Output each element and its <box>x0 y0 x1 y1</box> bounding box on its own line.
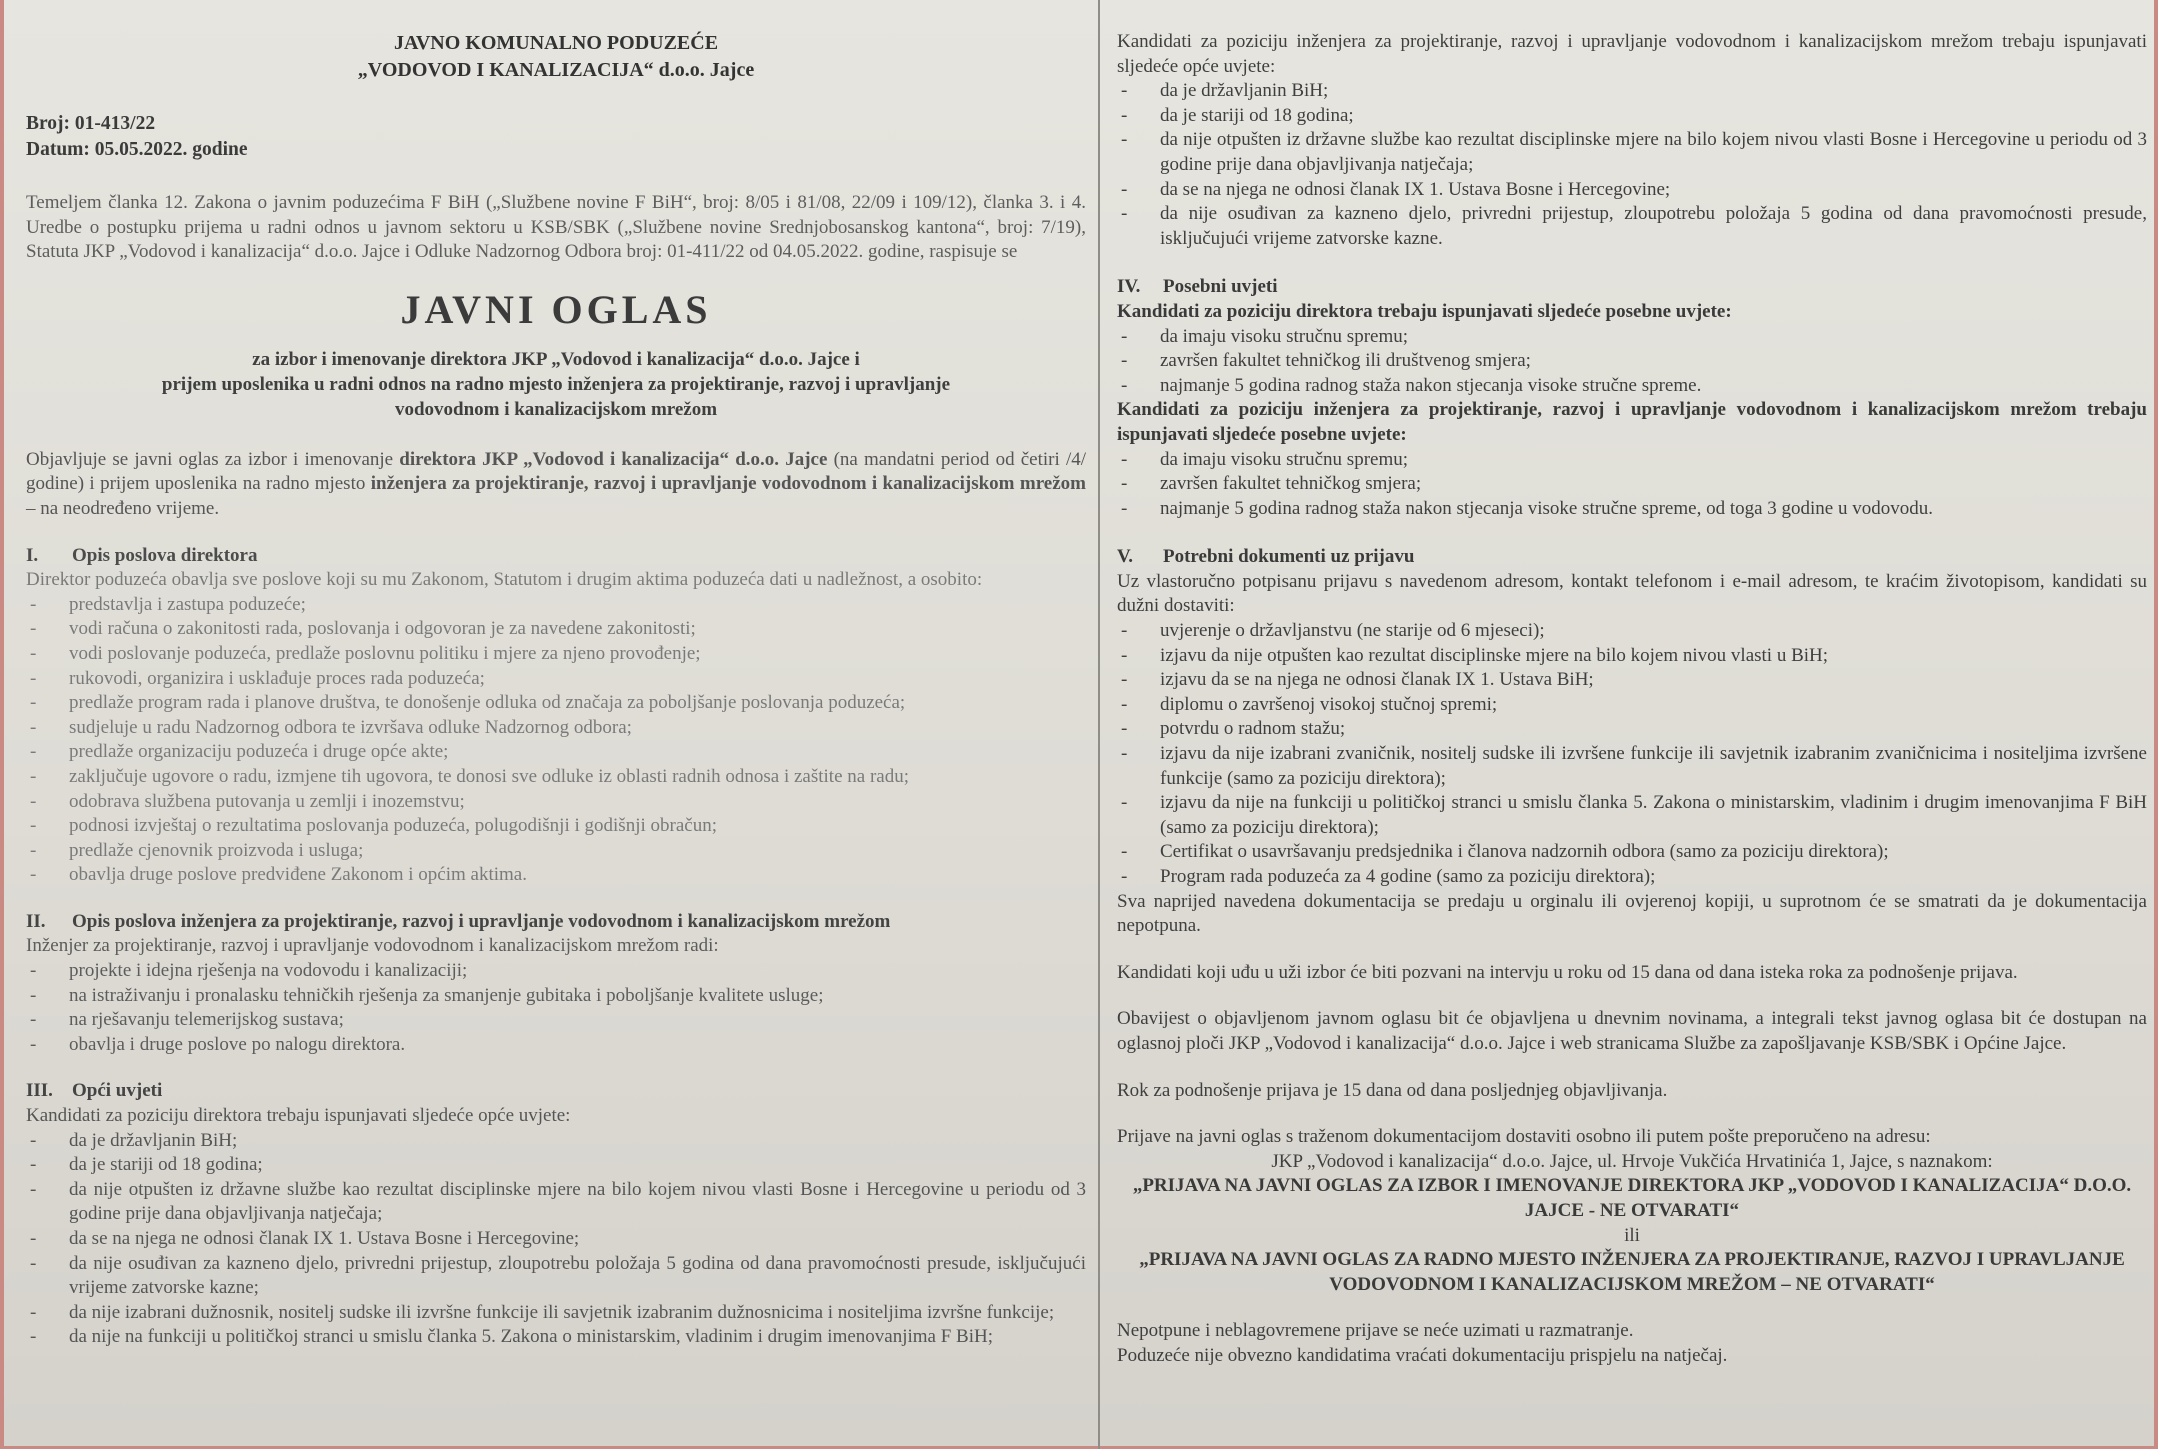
announce-director: direktora JKP „Vodovod i kanalizacija“ d.o.o. Jajce <box>399 448 828 470</box>
announce-text: (na mandatni period od četiri /4/ godine) i prijem uposlenika na radno mjesto <box>26 448 1086 495</box>
section-number: IV. <box>1117 276 1141 298</box>
director-special-lead: Kandidati za poziciju direktora trebaju ispunjavati sljedeće posebne uvjete: <box>1117 300 1732 322</box>
envelope-marking-engineer: „PRIJAVA NA JAVNI OGLAS ZA RADNO MJESTO INŽENJERA ZA PROJEKTIRANJE, RAZVOJ I UPRAVLJANJE VODOVODNOM I KANALIZACIJSKOM MREŽOM – NE OTVARATI“ <box>1139 1249 2125 1295</box>
org-name-line2: „VODOVOD I KANALIZACIJA“ d.o.o. Jajce <box>357 59 755 81</box>
list-item: - da imaju visoku stručnu spremu; <box>1117 325 2147 350</box>
list-item: - da je stariji od 18 godina; <box>26 1153 1086 1178</box>
list-item: - Program rada poduzeća za 4 godine (samo za poziciju direktora); <box>1117 865 2147 890</box>
list-item: - diplomu o završenoj visokoj stučnoj spremi; <box>1117 693 2147 718</box>
list-item: - vodi poslovanje poduzeća, predlaže poslovnu politiku i mjere za njeno provođenje; <box>26 642 1086 667</box>
announce-text: – na neodređeno vrijeme. <box>26 497 220 519</box>
announce-text: Objavljuje se javni oglas za izbor i imenovanje <box>26 448 400 470</box>
document-number: Broj: 01-413/22 <box>26 113 156 134</box>
list-item: - obavlja i druge poslove po nalogu direktora. <box>26 1033 1086 1058</box>
subtitle <box>26 347 1086 422</box>
section-title: Potrebni dokumenti uz prijavu <box>1163 546 1415 568</box>
submission-address: JKP „Vodovod i kanalizacija“ d.o.o. Jajce, ul. Hrvoje Vukčića Hrvatinića 1, Jajce, s naznakom: <box>1271 1150 1993 1172</box>
section-title: Opći uvjeti <box>72 1080 163 1102</box>
duties-list <box>26 959 1086 1057</box>
list-item: - na rješavanju telemerijskog sustava; <box>26 1008 1086 1033</box>
section-lead: Direktor poduzeća obavlja sve poslove koji su mu Zakonom, Statutom i drugim aktima poduzeća dati u nadležnost, a osobito: <box>26 569 983 591</box>
list-item: - da je državljanin BiH; <box>26 1129 1086 1154</box>
subtitle-line: prijem uposlenika u radni odnos na radno mjesto inženjera za projektiranje, razvoj i upravljanje <box>161 373 951 395</box>
legal-basis-paragraph: Temeljem članka 12. Zakona o javnim poduzećima F BiH („Službene novine F BiH“, broj: 8/05 i 81/08, 22/09 i 109/12), članka 3. i 4. Uredbe o postupku prijema u radni odnos u javnom sektoru u KSB/SBK („Službene novine Srednjobosanskog kantona“, broj: 7/19), Statuta JKP „Vodovod i kanalizacija“ d.o.o. Jajce i Odluke Nadzornog Odbora broj: 01-411/22 od 04.05.2022. godine, raspisuje se <box>26 192 1086 263</box>
list-item: - Certifikat o usavršavanju predsjednika i članova nadzornih odbora (samo za poziciju direktora); <box>1117 840 2147 865</box>
documents-list <box>1117 619 2147 890</box>
section-number: I. <box>26 544 39 566</box>
section-number: V. <box>1117 546 1134 568</box>
list-item: - da se na njega ne odnosi članak IX 1. Ustava Bosne i Hercegovine; <box>1117 178 2147 203</box>
list-item: - da nije otpušten iz državne službe kao rezultat disciplinske mjere na bilo kojem nivou vlasti Bosne i Hercegovine u periodu od 3 godine prije dana objavljivanja natječaja; <box>26 1178 1086 1227</box>
section-heading <box>26 910 1086 935</box>
list-item: - predlaže cjenovnik proizvoda i usluga; <box>26 839 1086 864</box>
deadline-paragraph: Rok za podnošenje prijava je 15 dana od dana posljednjeg objavljivanja. <box>1117 1079 1668 1101</box>
conditions-list <box>26 1129 1086 1350</box>
section-engineer-duties <box>26 910 1086 1058</box>
list-item: - projekte i idejna rješenja na vodovodu i kanalizaciji; <box>26 959 1086 984</box>
list-item: - da nije osuđivan za kazneno djelo, privredni prijestup, zloupotrebu položaja 5 godina od dana pravomoćnosti presude, isključujući vrijeme zatvorske kazne; <box>26 1252 1086 1301</box>
section-heading <box>1117 545 2147 570</box>
section-director-duties <box>26 544 1086 888</box>
section-lead: Kandidati za poziciju direktora trebaju ispunjavati sljedeće opće uvjete: <box>26 1105 571 1127</box>
section-lead: Inženjer za projektiranje, razvoj i upravljanje vodovodnom i kanalizacijskom mrežom radi: <box>26 935 719 957</box>
envelope-marking-director: „PRIJAVA NA JAVNI OGLAS ZA IZBOR I IMENOVANJE DIREKTORA JKP „VODOVOD I KANALIZACIJA“ D.O.O. JAJCE - NE OTVARATI“ <box>1132 1175 2132 1221</box>
interview-paragraph: Kandidati koji uđu u uži izbor će biti pozvani na intervju u roku od 15 dana od dana isteka roka za podnošenje prijava. <box>1117 961 2018 983</box>
list-item: - da nije izabrani dužnosnik, nositelj sudske ili izvršne funkcije ili savjetnik izabranim dužnosnicima i nositeljima izvršne funkcije; <box>26 1301 1086 1326</box>
section-general-conditions <box>26 1079 1086 1350</box>
list-item: - obavlja druge poslove predviđene Zakonom i općim aktima. <box>26 863 1086 888</box>
duties-list <box>26 593 1086 888</box>
document-date: Datum: 05.05.2022. godine <box>26 139 248 160</box>
section-title: Opis poslova inženjera za projektiranje, razvoj i upravljanje vodovodnom i kanalizacijskom mrežom <box>72 910 891 932</box>
page-title: JAVNI OGLAS <box>400 286 712 332</box>
list-item: - najmanje 5 godina radnog staža nakon stjecanja visoke stručne spreme. <box>1117 374 2147 399</box>
engineer-special-lead: Kandidati za poziciju inženjera za projektiranje, razvoj i upravljanje vodovodnom i kanalizacijskom mrežom trebaju ispunjavati sljedeće posebne uvjete: <box>1117 399 2147 445</box>
list-item: - završen fakultet tehničkog ili društvenog smjera; <box>1117 349 2147 374</box>
document-meta <box>26 111 1086 163</box>
engineer-special-list <box>1117 448 2147 522</box>
list-item: - na istraživanju i pronalasku tehničkih rješenja za smanjenje gubitaka i poboljšanje kvalitete usluge; <box>26 984 1086 1009</box>
director-special-list <box>1117 325 2147 399</box>
list-item: - da nije otpušten iz državne službe kao rezultat disciplinske mjere na bilo kojem nivou vlasti Bosne i Hercegovine u periodu od 3 godine prije dana objavljivanja natječaja; <box>1117 128 2147 177</box>
list-item: - da nije osuđivan za kazneno djelo, privredni prijestup, zloupotrebu položaja 5 godina od dana pravomoćnosti presude, isključujući vrijeme zatvorske kazne. <box>1117 202 2147 251</box>
list-item: - da je državljanin BiH; <box>1117 79 2147 104</box>
list-item: - izjavu da nije otpušten kao rezultat disciplinske mjere na bilo kojem nivou vlasti u BiH; <box>1117 644 2147 669</box>
or-separator: ili <box>1624 1224 1640 1246</box>
section-heading <box>1117 275 2147 300</box>
section-number: II. <box>26 910 46 932</box>
final-note: Poduzeće nije obvezno kandidatima vraćati dokumentaciju prispjelu na natječaj. <box>1117 1344 1728 1366</box>
org-name-line1: JAVNO KOMUNALNO PODUZEĆE <box>393 32 719 54</box>
list-item: - da imaju visoku stručnu spremu; <box>1117 448 2147 473</box>
engineer-general-lead: Kandidati za poziciju inženjera za projektiranje, razvoj i upravljanje vodovodnom i kanalizacijskom mrežom trebaju ispunjavati sljedeće opće uvjete: <box>1117 31 2147 77</box>
list-item: - potvrdu o radnom stažu; <box>1117 717 2147 742</box>
list-item: - predlaže program rada i planove društva, te donošenje odluka od značaja za poboljšanje poslovanja poduzeća; <box>26 691 1086 716</box>
list-item: - rukovodi, organizira i usklađuje proces rada poduzeća; <box>26 667 1086 692</box>
left-column <box>26 0 1086 1350</box>
section-title: Opis poslova direktora <box>72 544 258 566</box>
engineer-general-list <box>1117 79 2147 251</box>
list-item: - podnosi izvještaj o rezultatima poslovanja poduzeća, polugodišnji i godišnji obračun; <box>26 814 1086 839</box>
list-item: - da se na njega ne odnosi članak IX 1. Ustava Bosne i Hercegovine; <box>26 1227 1086 1252</box>
section-heading <box>26 544 1086 569</box>
list-item: - predlaže organizaciju poduzeća i druge opće akte; <box>26 740 1086 765</box>
section-heading <box>26 1079 1086 1104</box>
subtitle-line: vodovodnom i kanalizacijskom mrežom <box>394 398 718 420</box>
publication-paragraph: Obavijest o objavljenom javnom oglasu bit će objavljena u dnevnim novinama, a integrali tekst javnog oglasa bit će dostupan na oglasnoj ploči JKP „Vodovod i kanalizacija“ d.o.o. Jajce i web stranicama Službe za zapošljavanje KSB/SBK i Općine Jajce. <box>1117 1008 2147 1054</box>
list-item: - zaključuje ugovore o radu, izmjene tih ugovora, te donosi sve odluke iz oblasti radnih odnosa i zaštite na radu; <box>26 765 1086 790</box>
list-item: - sudjeluje u radu Nadzornog odbora te izvršava odluke Nadzornog odbora; <box>26 716 1086 741</box>
documents-note: Sva naprijed navedena dokumentacija se predaju u orginalu ili ovjerenoj kopiji, u suprotnom će se smatrati da je dokumentacija nepotpuna. <box>1117 890 2147 937</box>
list-item: - da nije na funkciji u političkoj stranci u smislu članka 5. Zakona o ministarskim, vladinim i drugim imenovanjima F BiH; <box>26 1325 1086 1350</box>
right-column <box>1117 0 2147 1369</box>
announcement-paragraph <box>26 448 1086 522</box>
list-item: - završen fakultet tehničkog smjera; <box>1117 472 2147 497</box>
list-item: - izjavu da nije izabrani zvaničnik, nositelj sudske ili izvršene funkcije ili savjetnik izabranim zvaničnicima i nositeljima izvršene funkcije (samo za poziciju direktora); <box>1117 742 2147 791</box>
list-item: - uvjerenje o državljanstvu (ne starije od 6 mjeseci); <box>1117 619 2147 644</box>
column-divider <box>1098 0 1100 1449</box>
list-item: - vodi računa o zakonitosti rada, poslovanja i odgovoran je za navedene zakonitosti; <box>26 617 1086 642</box>
list-item: - odobrava službena putovanja u zemlji i inozemstvu; <box>26 790 1086 815</box>
list-item: - najmanje 5 godina radnog staža nakon stjecanja visoke stručne spreme, od toga 3 godine u vodovodu. <box>1117 497 2147 522</box>
list-item: - izjavu da nije na funkciji u političkoj stranci u smislu članka 5. Zakona o ministarskim, vladinim i drugim imenovanjima F BiH (samo za poziciju direktora); <box>1117 791 2147 840</box>
submission-paragraph: Prijave na javni oglas s traženom dokumentacijom dostaviti osobno ili putem pošte preporučeno na adresu: <box>1117 1126 1931 1148</box>
list-item: - da je stariji od 18 godina; <box>1117 104 2147 129</box>
subtitle-line: za izbor i imenovanje direktora JKP „Vodovod i kanalizacija“ d.o.o. Jajce i <box>252 348 860 370</box>
section-title: Posebni uvjeti <box>1163 276 1278 298</box>
section-number: III. <box>26 1080 53 1102</box>
list-item: - izjavu da se na njega ne odnosi članak IX 1. Ustava BiH; <box>1117 668 2147 693</box>
list-item: - predstavlja i zastupa poduzeće; <box>26 593 1086 618</box>
documents-lead: Uz vlastoručno potpisanu prijavu s navedenom adresom, kontakt telefonom i e-mail adresom, te kraćim životopisom, kandidati su dužni dostaviti: <box>1117 570 2147 617</box>
announce-engineer: inženjera za projektiranje, razvoj i upravljanje vodovodnom i kanalizacijskom mrežom <box>370 473 1086 495</box>
final-note: Nepotpune i neblagovremene prijave se neće uzimati u razmatranje. <box>1117 1320 1634 1342</box>
